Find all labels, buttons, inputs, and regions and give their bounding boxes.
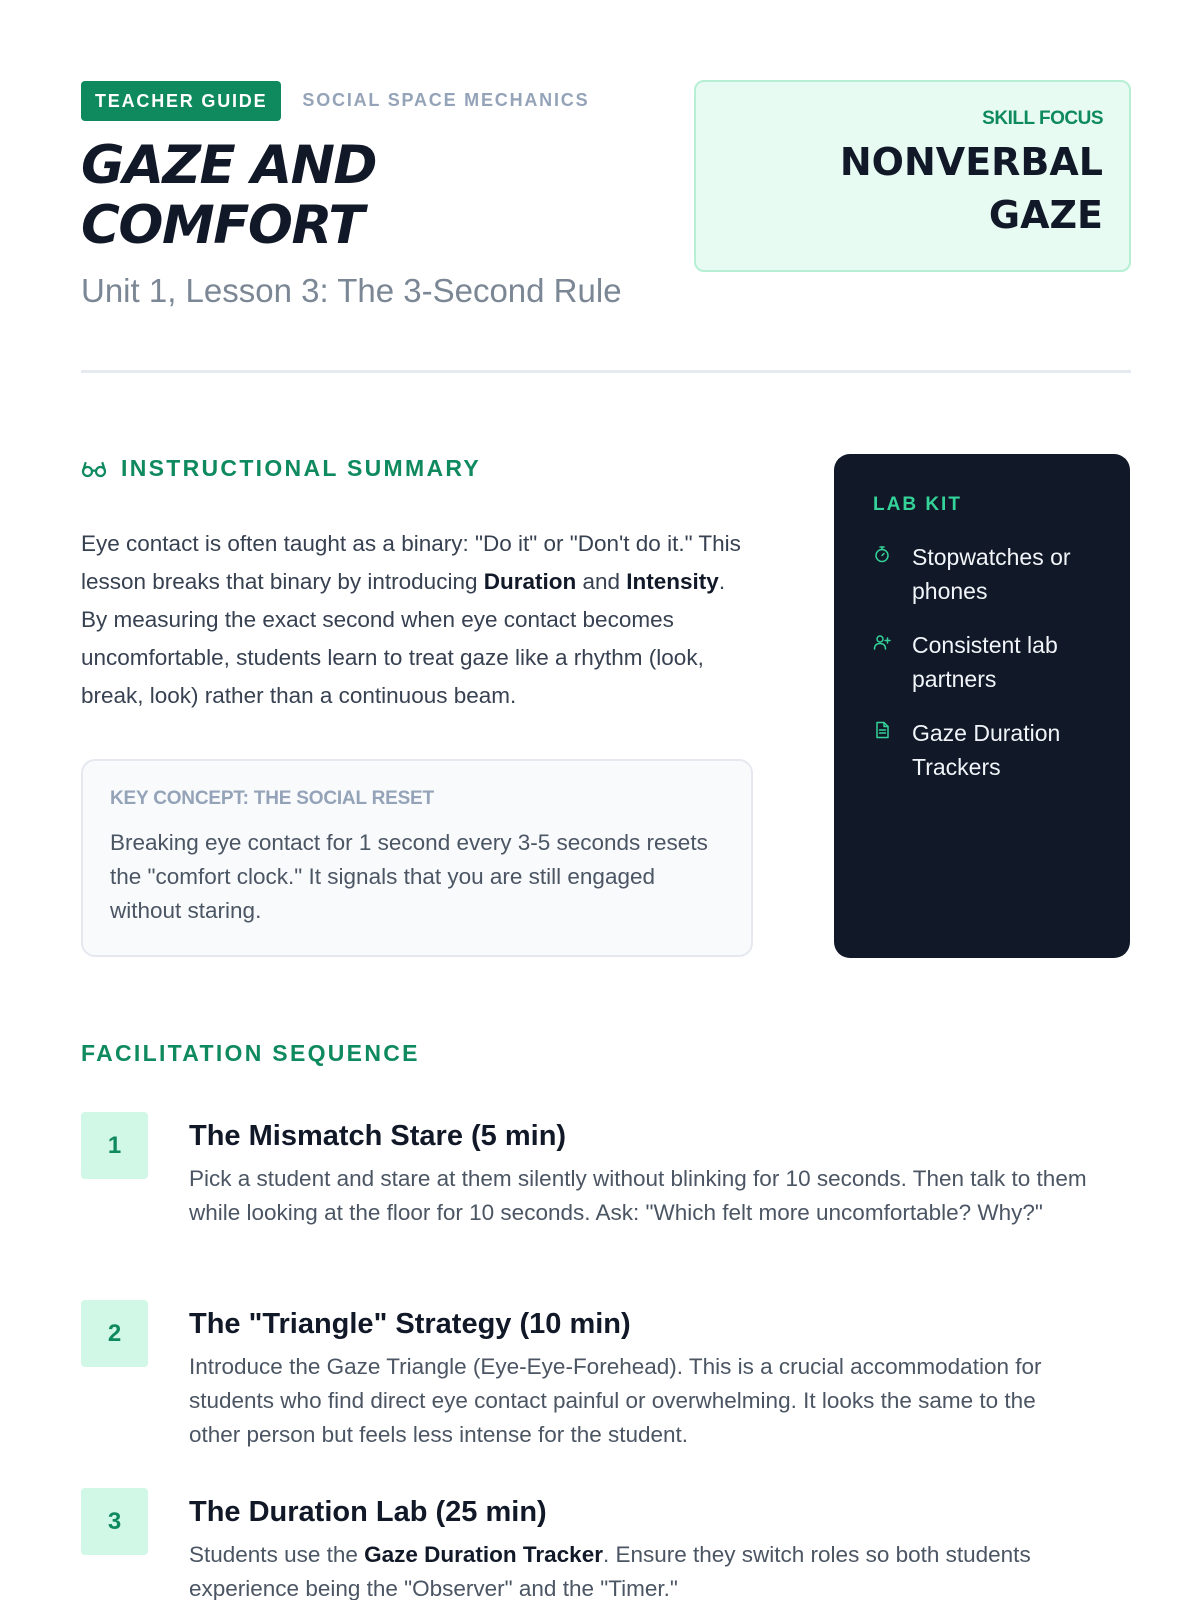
series-label: SOCIAL SPACE MECHANICS xyxy=(302,90,590,110)
instructional-summary xyxy=(81,455,753,715)
document-icon xyxy=(873,721,891,739)
step-body xyxy=(189,1496,1089,1600)
lab-kit-list xyxy=(873,540,1092,784)
glasses-icon xyxy=(81,460,107,478)
summary-text-1: Eye contact is often taught as a binary: "Do it" or "Don't do it." This lesson breaks that binary by introducing xyxy=(81,531,741,594)
step-item xyxy=(81,1300,1131,1488)
user-plus-icon xyxy=(873,633,891,651)
step-text-part: Students use the xyxy=(189,1542,365,1567)
stopwatch-icon xyxy=(873,545,891,563)
step-text-bold: Gaze Duration Tracker xyxy=(364,1542,603,1567)
step-list xyxy=(81,1112,1131,1600)
step-title: The Duration Lab (25 min) xyxy=(189,1496,547,1528)
lab-kit-item-label: Consistent lab partners xyxy=(912,632,1058,692)
key-concept-card xyxy=(81,759,753,957)
page-title: GAZE AND COMFORT xyxy=(81,135,376,256)
step-text-part: Introduce the Gaze Triangle (Eye-Eye-Forehead). This is a crucial accommodation for students who find direct eye contact painful or overwhelming. It looks the same to the other person but feels less intense for the student. xyxy=(189,1354,1042,1447)
step-title: The Mismatch Stare (5 min) xyxy=(189,1120,567,1152)
step-title: The "Triangle" Strategy (10 min) xyxy=(189,1308,631,1340)
key-concept-label: KEY CONCEPT: THE SOCIAL RESET xyxy=(110,788,434,809)
step-text xyxy=(189,1162,1089,1230)
step-text-part: Pick a student and stare at them silently without blinking for 10 seconds. Then talk to them while looking at the floor for 10 seconds. Ask: "Which felt more uncomfortable? Why?" xyxy=(189,1166,1087,1225)
step-number: 3 xyxy=(81,1488,148,1555)
step-text xyxy=(189,1538,1089,1600)
key-concept-text: Breaking eye contact for 1 second every 3-5 seconds resets the "comfort clock." It signals that you are still engaged without staring. xyxy=(110,830,708,923)
lesson-header xyxy=(81,80,1131,370)
step-text xyxy=(189,1350,1089,1452)
step-body xyxy=(189,1120,1089,1230)
step-item xyxy=(81,1488,1131,1600)
step-text-part: . Ensure they switch roles so both students experience being the "Observer" and the "Timer." xyxy=(189,1542,1031,1600)
lab-kit-item-label: Stopwatches or phones xyxy=(912,544,1071,604)
skill-focus-label: SKILL FOCUS xyxy=(982,108,1103,129)
summary-text-3: . By measuring the exact second when eye contact becomes uncomfortable, students learn to treat gaze like a rhythm (look, break, look) rather than a continuous beam. xyxy=(81,569,726,708)
summary-paragraph xyxy=(81,525,753,715)
teacher-guide-badge: TEACHER GUIDE xyxy=(81,81,281,121)
summary-text-2: and xyxy=(576,569,627,594)
facilitation-heading: FACILITATION SEQUENCE xyxy=(81,1040,420,1066)
badge-row xyxy=(81,80,589,121)
lesson-subtitle: Unit 1, Lesson 3: The 3-Second Rule xyxy=(81,272,622,309)
header-divider xyxy=(81,370,1131,373)
step-body xyxy=(189,1308,1089,1452)
lab-kit-item xyxy=(873,716,1092,784)
facilitation-sequence xyxy=(81,1040,1131,1067)
step-number: 1 xyxy=(81,1112,148,1179)
skill-focus-value: NONVERBAL GAZE xyxy=(839,140,1103,237)
summary-bold-duration: Duration xyxy=(483,569,577,594)
skill-focus-card xyxy=(694,80,1131,272)
lab-kit-item xyxy=(873,540,1092,608)
lab-kit-panel xyxy=(834,454,1130,958)
step-item xyxy=(81,1112,1131,1300)
lab-kit-title: LAB KIT xyxy=(873,494,962,515)
summary-heading-label: INSTRUCTIONAL SUMMARY xyxy=(121,455,482,481)
summary-bold-intensity: Intensity xyxy=(626,569,719,594)
step-number: 2 xyxy=(81,1300,148,1367)
lab-kit-item-label: Gaze Duration Trackers xyxy=(912,720,1061,780)
summary-heading xyxy=(81,455,753,482)
lab-kit-item xyxy=(873,628,1092,696)
